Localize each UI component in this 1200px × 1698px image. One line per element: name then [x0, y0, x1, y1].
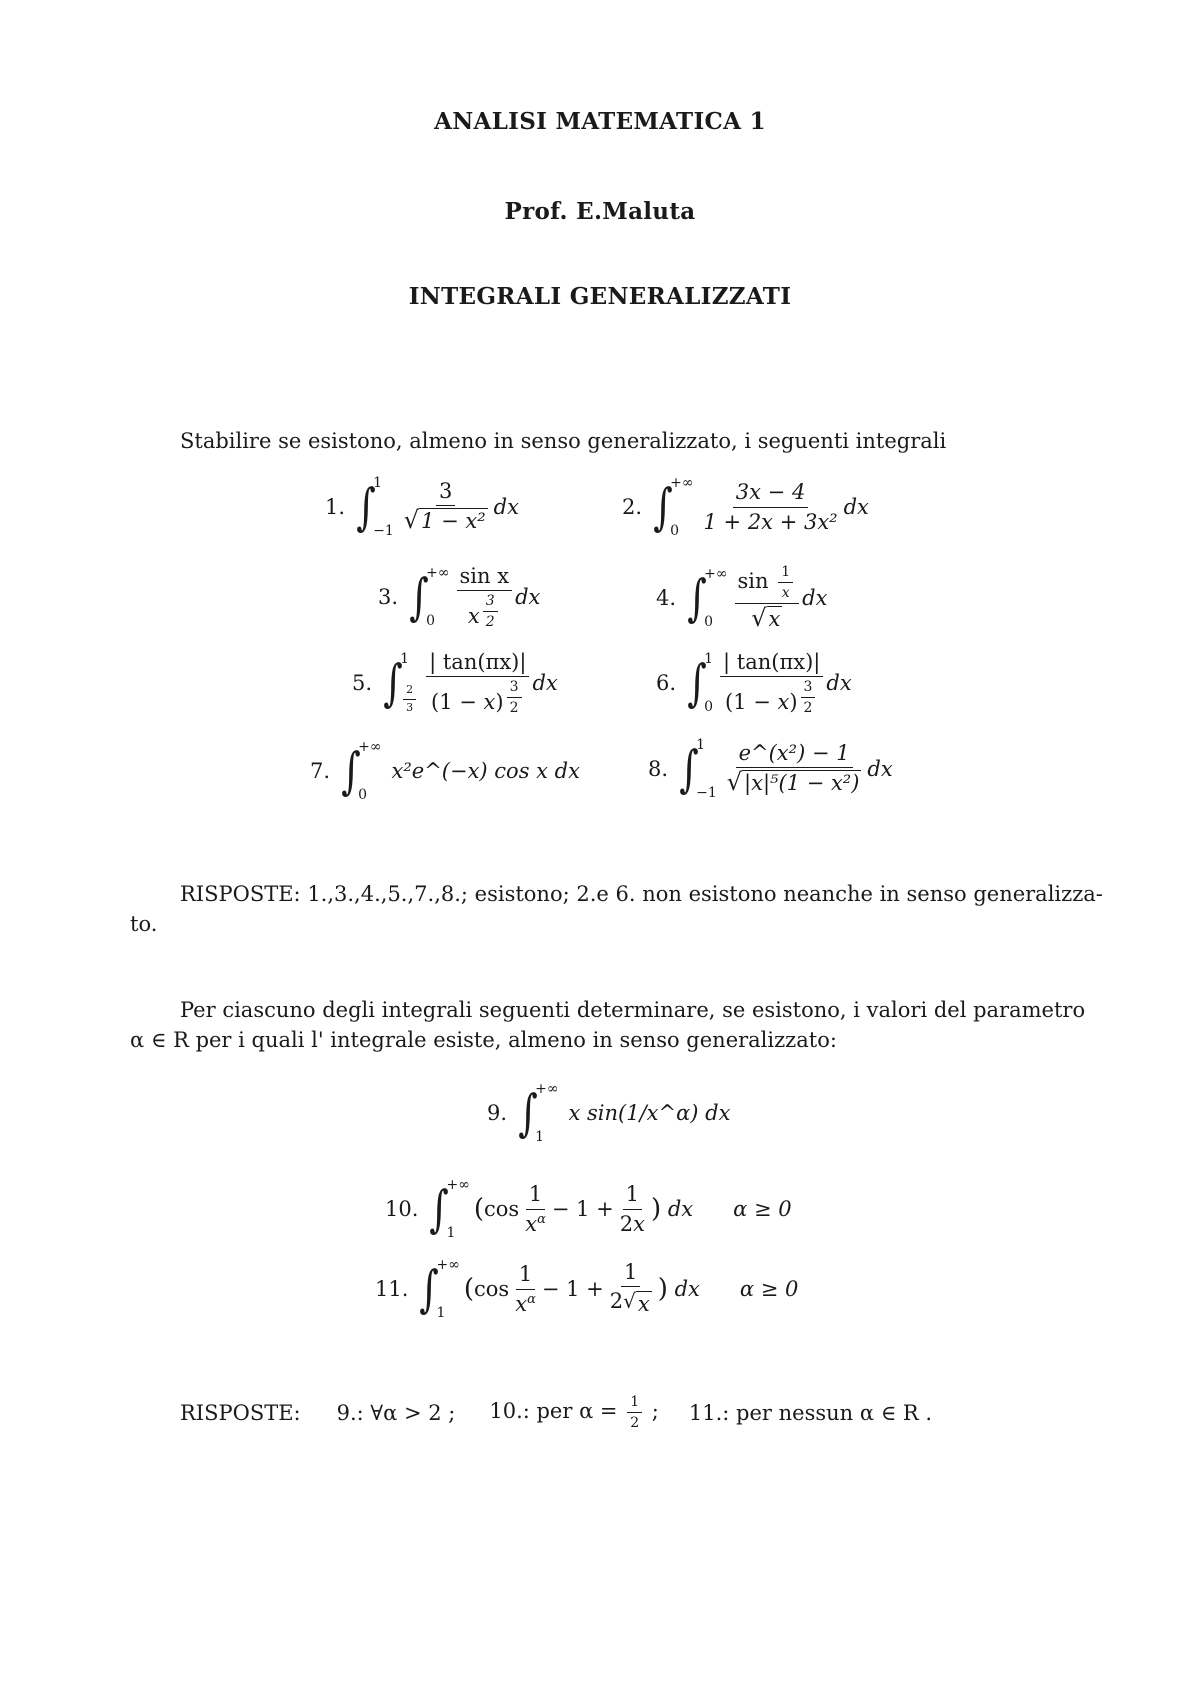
- exercise-label: 10.: [385, 1197, 419, 1221]
- course-title: ANALISI MATEMATICA 1: [434, 108, 766, 135]
- exercise-11: 11. ∫ +∞ 1 ( cos $\frac{1}{x^\alpha}$ − 1 + 1 2 √ x ) dx α ≥ 0: [375, 1257, 799, 1321]
- section2-intro-cont: α ∈ R per i quali l' integrale esiste, almeno in senso generalizzato:: [130, 1028, 837, 1052]
- integrand-fraction: | tan(πx)| (1 − x) $^{\frac{3}{2}}$: [720, 650, 823, 716]
- professor-name: Prof. E.Maluta: [504, 198, 696, 225]
- section1-answers-cont: to.: [130, 912, 158, 936]
- section1-answers: RISPOSTE: 1.,3.,4.,5.,7.,8.; esistono; 2.e 6. non esistono neanche in senso generalizza-: [180, 882, 1103, 906]
- integral-sign: ∫ +∞ 1: [429, 1177, 470, 1241]
- section2-intro: Per ciascuno degli integrali seguenti determinare, se esistono, i valori del parametro: [180, 998, 1086, 1022]
- exercise-3: 3. ∫ +∞ 0 sin x x $^{\frac{3}{2}}$ dx: [378, 564, 541, 631]
- integrand-fraction: 3 √ 1 − x²: [403, 479, 486, 535]
- exercise-label: 8.: [648, 757, 669, 781]
- exercise-9: [487, 1082, 730, 1144]
- integrand-fraction: sin $\frac{1}{x}$ √ x: [735, 564, 800, 632]
- integral-sign: ∫ +∞ 0: [341, 739, 382, 803]
- exercise-label: 11.: [375, 1277, 409, 1301]
- integrand-fraction: | tan(πx)| (1 − x) $^{\frac{3}{2}}$: [426, 650, 529, 716]
- integral-sign: ∫ 1 −1: [679, 737, 717, 801]
- integral-sign: ∫ 1 −1: [356, 475, 394, 539]
- exercise-label: 1.: [325, 495, 346, 519]
- integral-sign: ∫ +∞ 1: [419, 1257, 460, 1321]
- answers-label: RISPOSTE:: [180, 1400, 301, 1425]
- exercise-label: 3.: [378, 585, 399, 610]
- exercise-label: 7.: [310, 759, 331, 783]
- integrand: x sin(1/x^α) dx: [568, 1101, 731, 1125]
- exercise-2: 2. ∫ +∞ 0 $\frac{3x - 4}{\text{1 + 2x + 3x²}}$ dx: [622, 475, 869, 539]
- integral-sign: ∫ +∞ 0: [409, 565, 450, 630]
- integrand-fraction: e^(x²) − 1 √ |x|⁵(1 − x²): [726, 741, 860, 797]
- integrand-fraction: sin x x $^{\frac{3}{2}}$: [457, 564, 513, 630]
- exercise-10: 10. ∫ +∞ 1 ( cos $\frac{1}{x^\alpha}$ − 1 + $\frac{1}{2x}$ ) dx α ≥ 0: [385, 1177, 792, 1241]
- integral-sign: ∫ +∞ 1: [518, 1081, 559, 1145]
- exercise-1: 1. ∫ 1 −1 3 √ 1 − x² dx: [325, 475, 519, 539]
- exercise-label: 9.: [487, 1101, 508, 1125]
- exercise-label: 2.: [622, 495, 643, 519]
- section2-answers: [180, 1394, 932, 1431]
- answer-9: 9.: ∀α > 2 ;: [336, 1400, 456, 1425]
- integral-sign: ∫ +∞ 0: [687, 566, 728, 631]
- exercise-5: 5. ∫ 1 $\frac{2}{3}$ | tan(πx)| (1 − x) $^{\frac{3}{2}}$ dx: [352, 650, 558, 717]
- section1-intro: Stabilire se esistono, almeno in senso generalizzato, i seguenti integrali: [180, 429, 947, 453]
- condition: α ≥ 0: [733, 1197, 792, 1221]
- integrand-fraction: $\frac{3x - 4}{\text{1 + 2x + 3x²}}$: [703, 480, 838, 534]
- exercise-6: 6. ∫ 1 0 | tan(πx)| (1 − x) $^{\frac{3}{2}}$ dx: [656, 650, 852, 717]
- topic-title: INTEGRALI GENERALIZZATI: [408, 283, 792, 310]
- exercise-8: 8. ∫ 1 −1 e^(x²) − 1 √ |x|⁵(1 − x²) dx: [648, 737, 893, 801]
- integral-sign: ∫ +∞ 0: [653, 475, 694, 539]
- answer-10: 10.: per α = $\frac{1}{2}$ ;: [489, 1394, 659, 1432]
- answer-11: 11.: per nessun α ∈ R .: [688, 1400, 933, 1425]
- condition: α ≥ 0: [739, 1277, 799, 1301]
- integrand: x²e^(−x) cos x dx: [391, 759, 580, 783]
- exercise-label: 5.: [352, 671, 373, 696]
- exercise-4: 4. ∫ +∞ 0 sin $\frac{1}{x}$ √ x dx: [656, 564, 828, 633]
- exercise-label: 6.: [656, 671, 677, 696]
- integral-sign: ∫ 1 $\frac{2}{3}$: [380, 652, 419, 714]
- integral-sign: ∫ 1 0: [687, 651, 714, 716]
- exercise-7: [310, 740, 580, 802]
- exercise-label: 4.: [656, 586, 677, 611]
